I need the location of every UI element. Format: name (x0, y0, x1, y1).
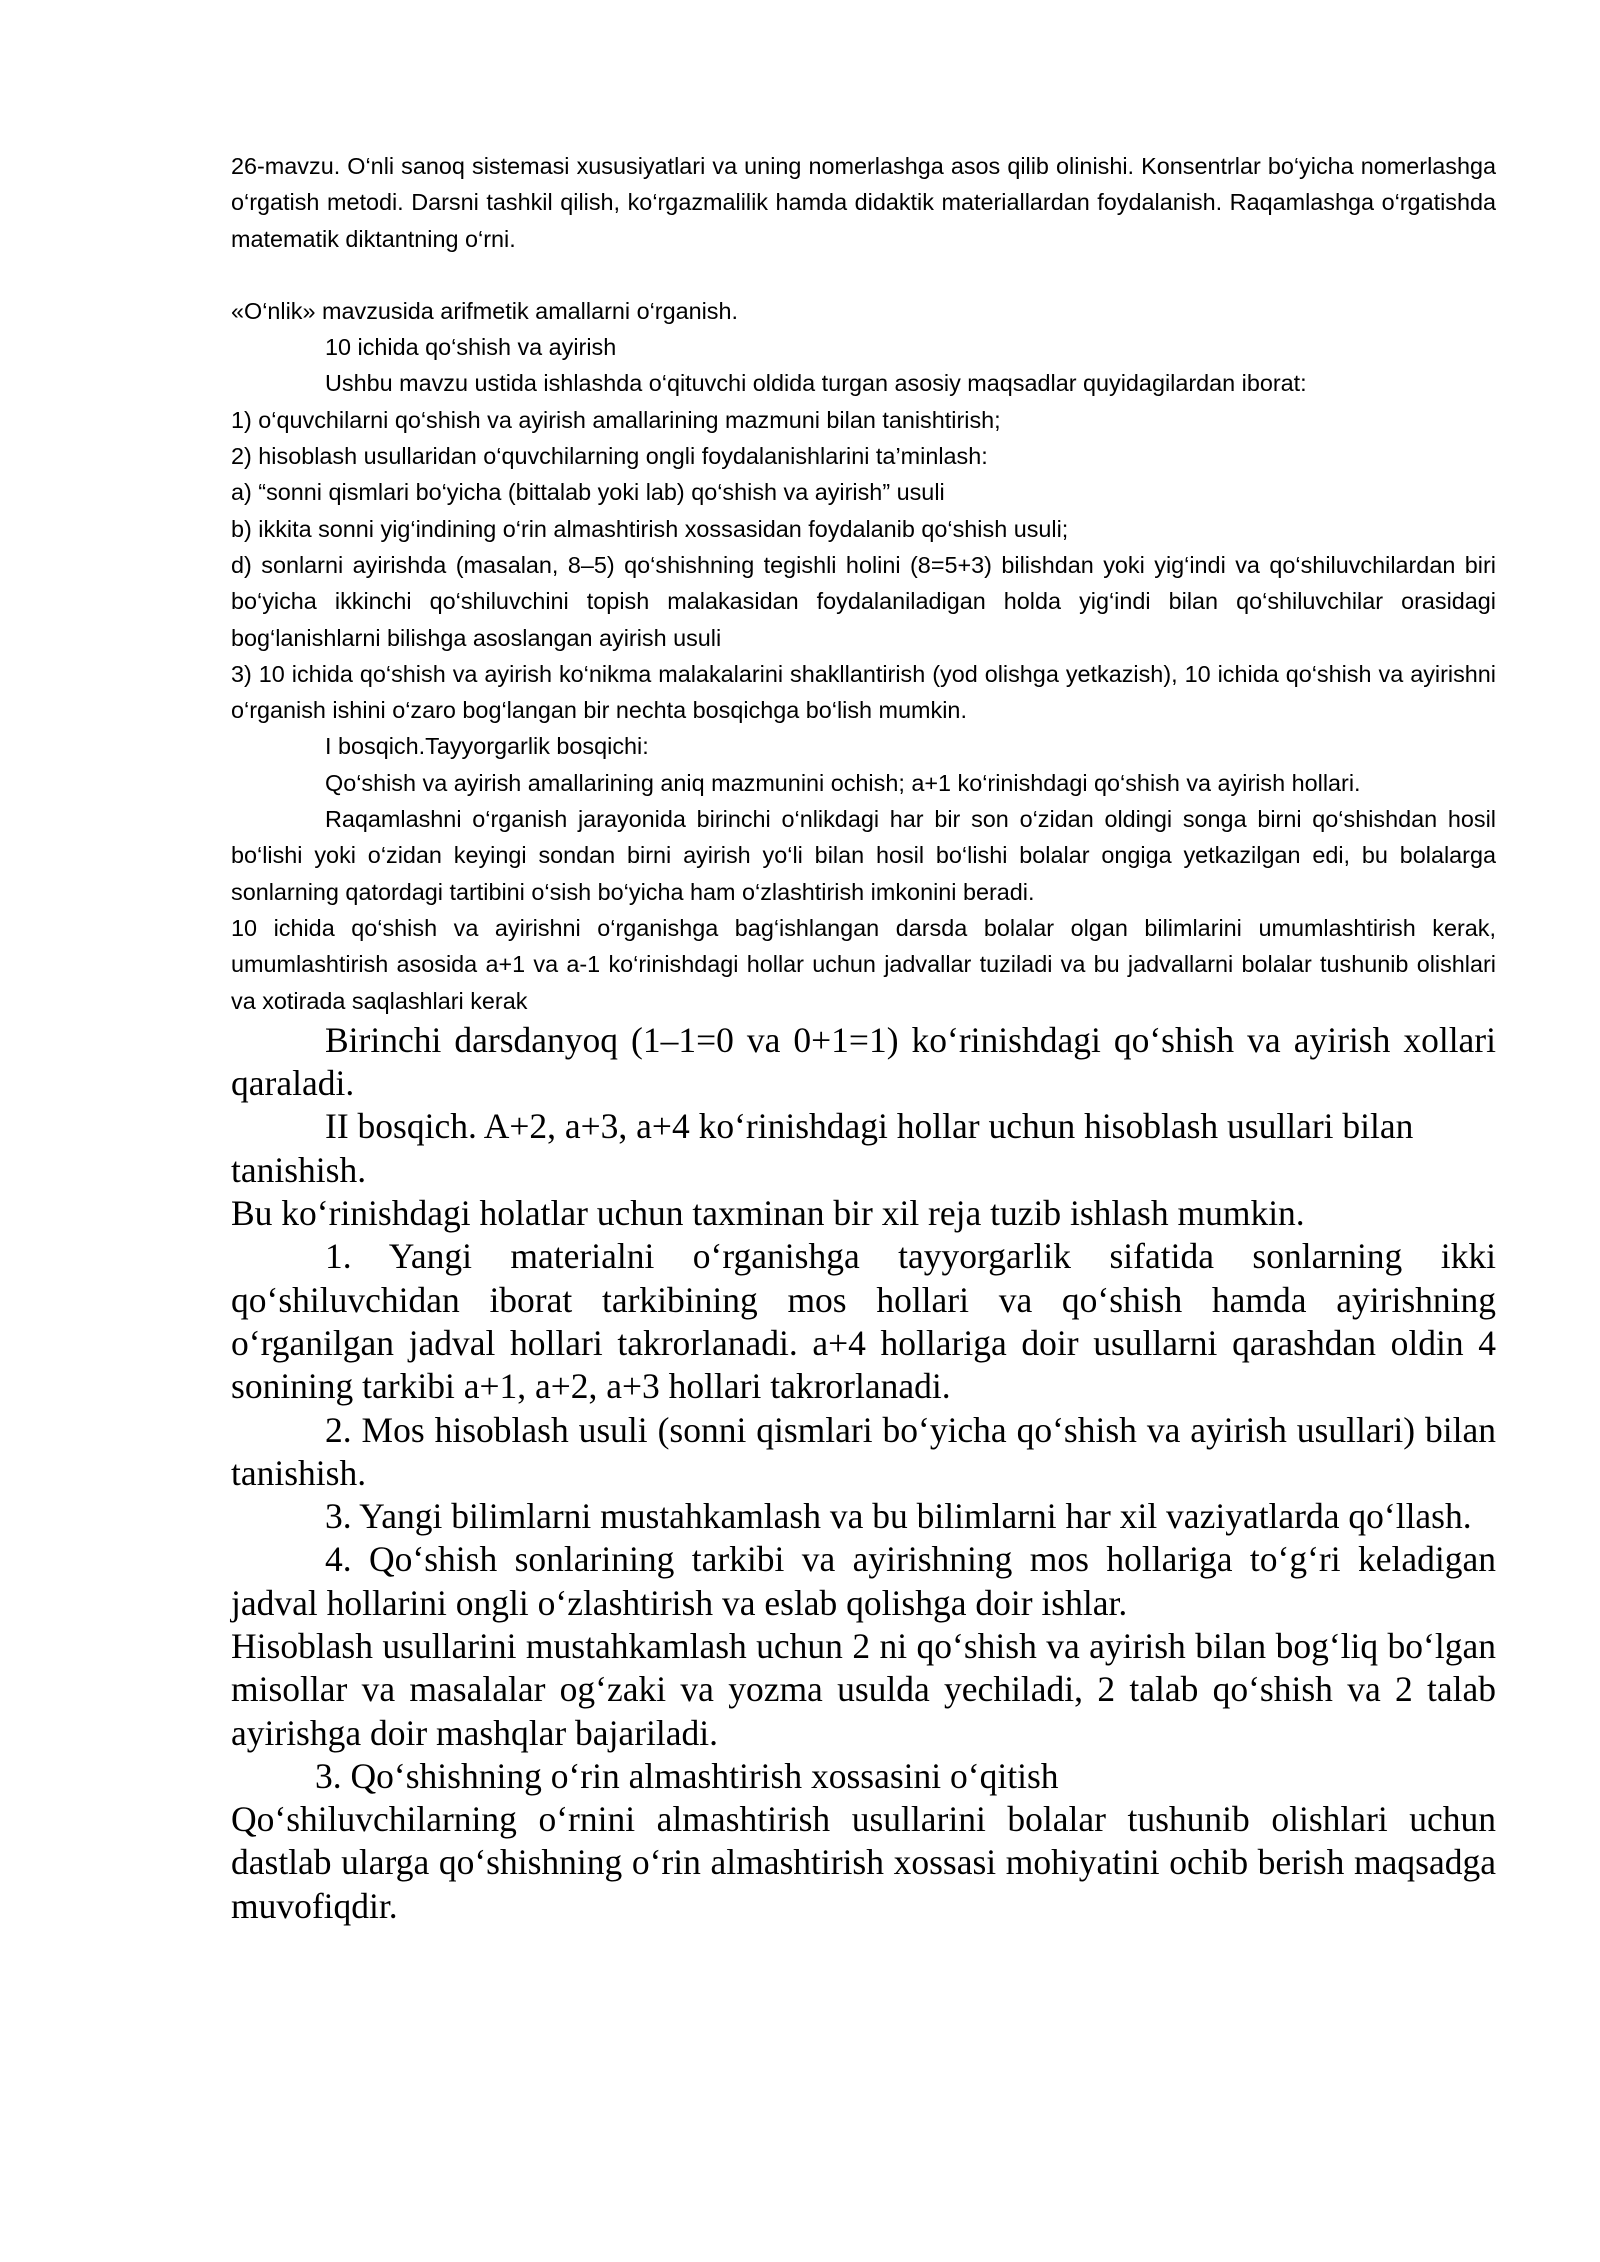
goals-intro: Ushbu mavzu ustida ishlashda o‘qituvchi oldida turgan asosiy maqsadlar quyidagilardan iborat: (325, 370, 1307, 397)
plan-step-3: 3. Yangi bilimlarni mustahkamlash va bu bilimlarni har xil vaziyatlarda qo‘llash. (325, 1496, 1472, 1537)
first-lesson-paragraph: Birinchi darsdanyoq (1–1=0 va 0+1=1) ko‘rinishdagi qo‘shish va ayirish xollari qaraladi. (231, 1019, 1496, 1104)
numeration-paragraph: Raqamlashni o‘rganish jarayonida birinchi o‘nlikdagi har bir son o‘zidan oldingi songa birni qo‘shishdan hosil bo‘lishi yoki o‘zidan keyingi sondan birni ayirish yo‘li bilan hosil bo‘lishi bolalar ongiga yetkazilgan edi, bu bolalarga sonlarning qatordagi tartibini o‘sish bo‘yicha ham o‘zlashtirish imkonini beradi. (231, 806, 1496, 905)
topic-heading: 26-mavzu. O‘nli sanoq sistemasi xususiyatlari va uning nomerlashga asos qilib olinishi. Konsentrlar bo‘yicha nomerlashga o‘rgatish metodi. Darsni tashkil qilish, ko‘rgazmalilik hamda didaktik materiallardan foydalanish. Raqamlashga o‘rgatishda matematik diktantning o‘rni. (231, 153, 1496, 252)
stage-1-title: I bosqich.Tayyorgarlik bosqichi: (325, 733, 649, 760)
goal-item-2: 2) hisoblash usullaridan o‘quvchilarning ongli foydalanishlarini ta’minlash: (231, 443, 988, 470)
paragraph-gap (231, 257, 1496, 293)
section-title: «O‘nlik» mavzusida arifmetik amallarni o‘rganish. (231, 297, 738, 324)
plan-step-2: 2. Mos hisoblash usuli (sonni qismlari bo‘yicha qo‘shish va ayirish usullari) bilan tanishish. (231, 1409, 1496, 1493)
goal-subitem-d: d) sonlarni ayirishda (masalan, 8–5) qo‘shishning tegishli holini (8=5+3) bilishdan yoki yig‘indi va qo‘shiluvchilardan biri bo‘yicha ikkinchi qo‘shiluvchini topish malakasidan foydalaniladigan holda yig‘indi bilan qo‘shiluvchilar orasidagi bog‘lanishlarni bilishga asoslangan ayirish usuli (231, 551, 1496, 651)
generalization-paragraph: 10 ichida qo‘shish va ayirishni o‘rganishga bag‘ishlangan darsda bolalar olgan bilimlarini umumlashtirish kerak, umumlashtirish asosida a+1 va a-1 ko‘rinishdagi hollar uchun jadvallar tuziladi va bu jadvallarni bolalar tushunib olishlari va xotirada saqlashlari kerak (231, 914, 1496, 1014)
goal-subitem-b: b) ikkita sonni yig‘indining o‘rin almashtirish xossasidan foydalanib qo‘shish usuli; (231, 515, 1069, 542)
goal-item-3: 3) 10 ichida qo‘shish va ayirish ko‘nikma malakalarini shakllantirish (yod olishga yetkazish), 10 ichida qo‘shish va ayirishni o‘rganish ishini o‘zaro bog‘langan bir nechta bosqichga bo‘lish mumkin. (231, 660, 1496, 724)
commutative-property-paragraph: Qo‘shiluvchilarning o‘rnini almashtirish usullarini bolalar tushunib olishlari uchun dastlab ularga qo‘shishning o‘rin almashtirish xossasi mohiyatini ochib berish maqsadga muvofiqdir. (231, 1799, 1496, 1926)
reinforcement-paragraph: Hisoblash usullarini mustahkamlash uchun 2 ni qo‘shish va ayirish bilan bog‘liq bo‘lgan misollar va masalalar og‘zaki va yozma usulda yechiladi, 2 talab qo‘shish va 2 talab ayirishga doir mashqlar bajariladi. (231, 1625, 1496, 1753)
document-page (231, 148, 1496, 1928)
subsection-title: 10 ichida qo‘shish va ayirish (325, 334, 617, 361)
stage-1-description: Qo‘shish va ayirish amallarining aniq mazmunini ochish; a+1 ko‘rinishdagi qo‘shish va ayirish hollari. (325, 769, 1361, 796)
plan-intro: Bu ko‘rinishdagi holatlar uchun taxminan bir xil reja tuzib ishlash mumkin. (231, 1193, 1305, 1234)
goal-subitem-a: a) “sonni qismlari bo‘yicha (bittalab yoki lab) qo‘shish va ayirish” usuli (231, 479, 945, 506)
commutative-property-title: 3. Qo‘shishning o‘rin almashtirish xossasini o‘qitish (315, 1755, 1059, 1796)
stage-2-title: II bosqich. A+2, a+3, a+4 ko‘rinishdagi hollar uchun hisoblash usullari bilan tanishish. (231, 1106, 1414, 1190)
plan-step-4: 4. Qo‘shish sonlarining tarkibi va ayirishning mos hollariga to‘g‘ri keladigan jadval hollarini ongli o‘zlashtirish va eslab qolishga doir ishlar. (231, 1539, 1496, 1623)
plan-step-1: 1. Yangi materialni o‘rganishga tayyorgarlik sifatida sonlarning ikki qo‘shiluvchidan iborat tarkibining mos hollari va qo‘shish hamda ayirishning o‘rganilgan jadval hollari takrorlanadi. a+4 hollariga doir usullarni qarashdan oldin 4 sonining tarkibi a+1, a+2, a+3 hollari takrorlanadi. (231, 1236, 1496, 1407)
goal-item-1: 1) o‘quvchilarni qo‘shish va ayirish amallarining mazmuni bilan tanishtirish; (231, 406, 1001, 433)
